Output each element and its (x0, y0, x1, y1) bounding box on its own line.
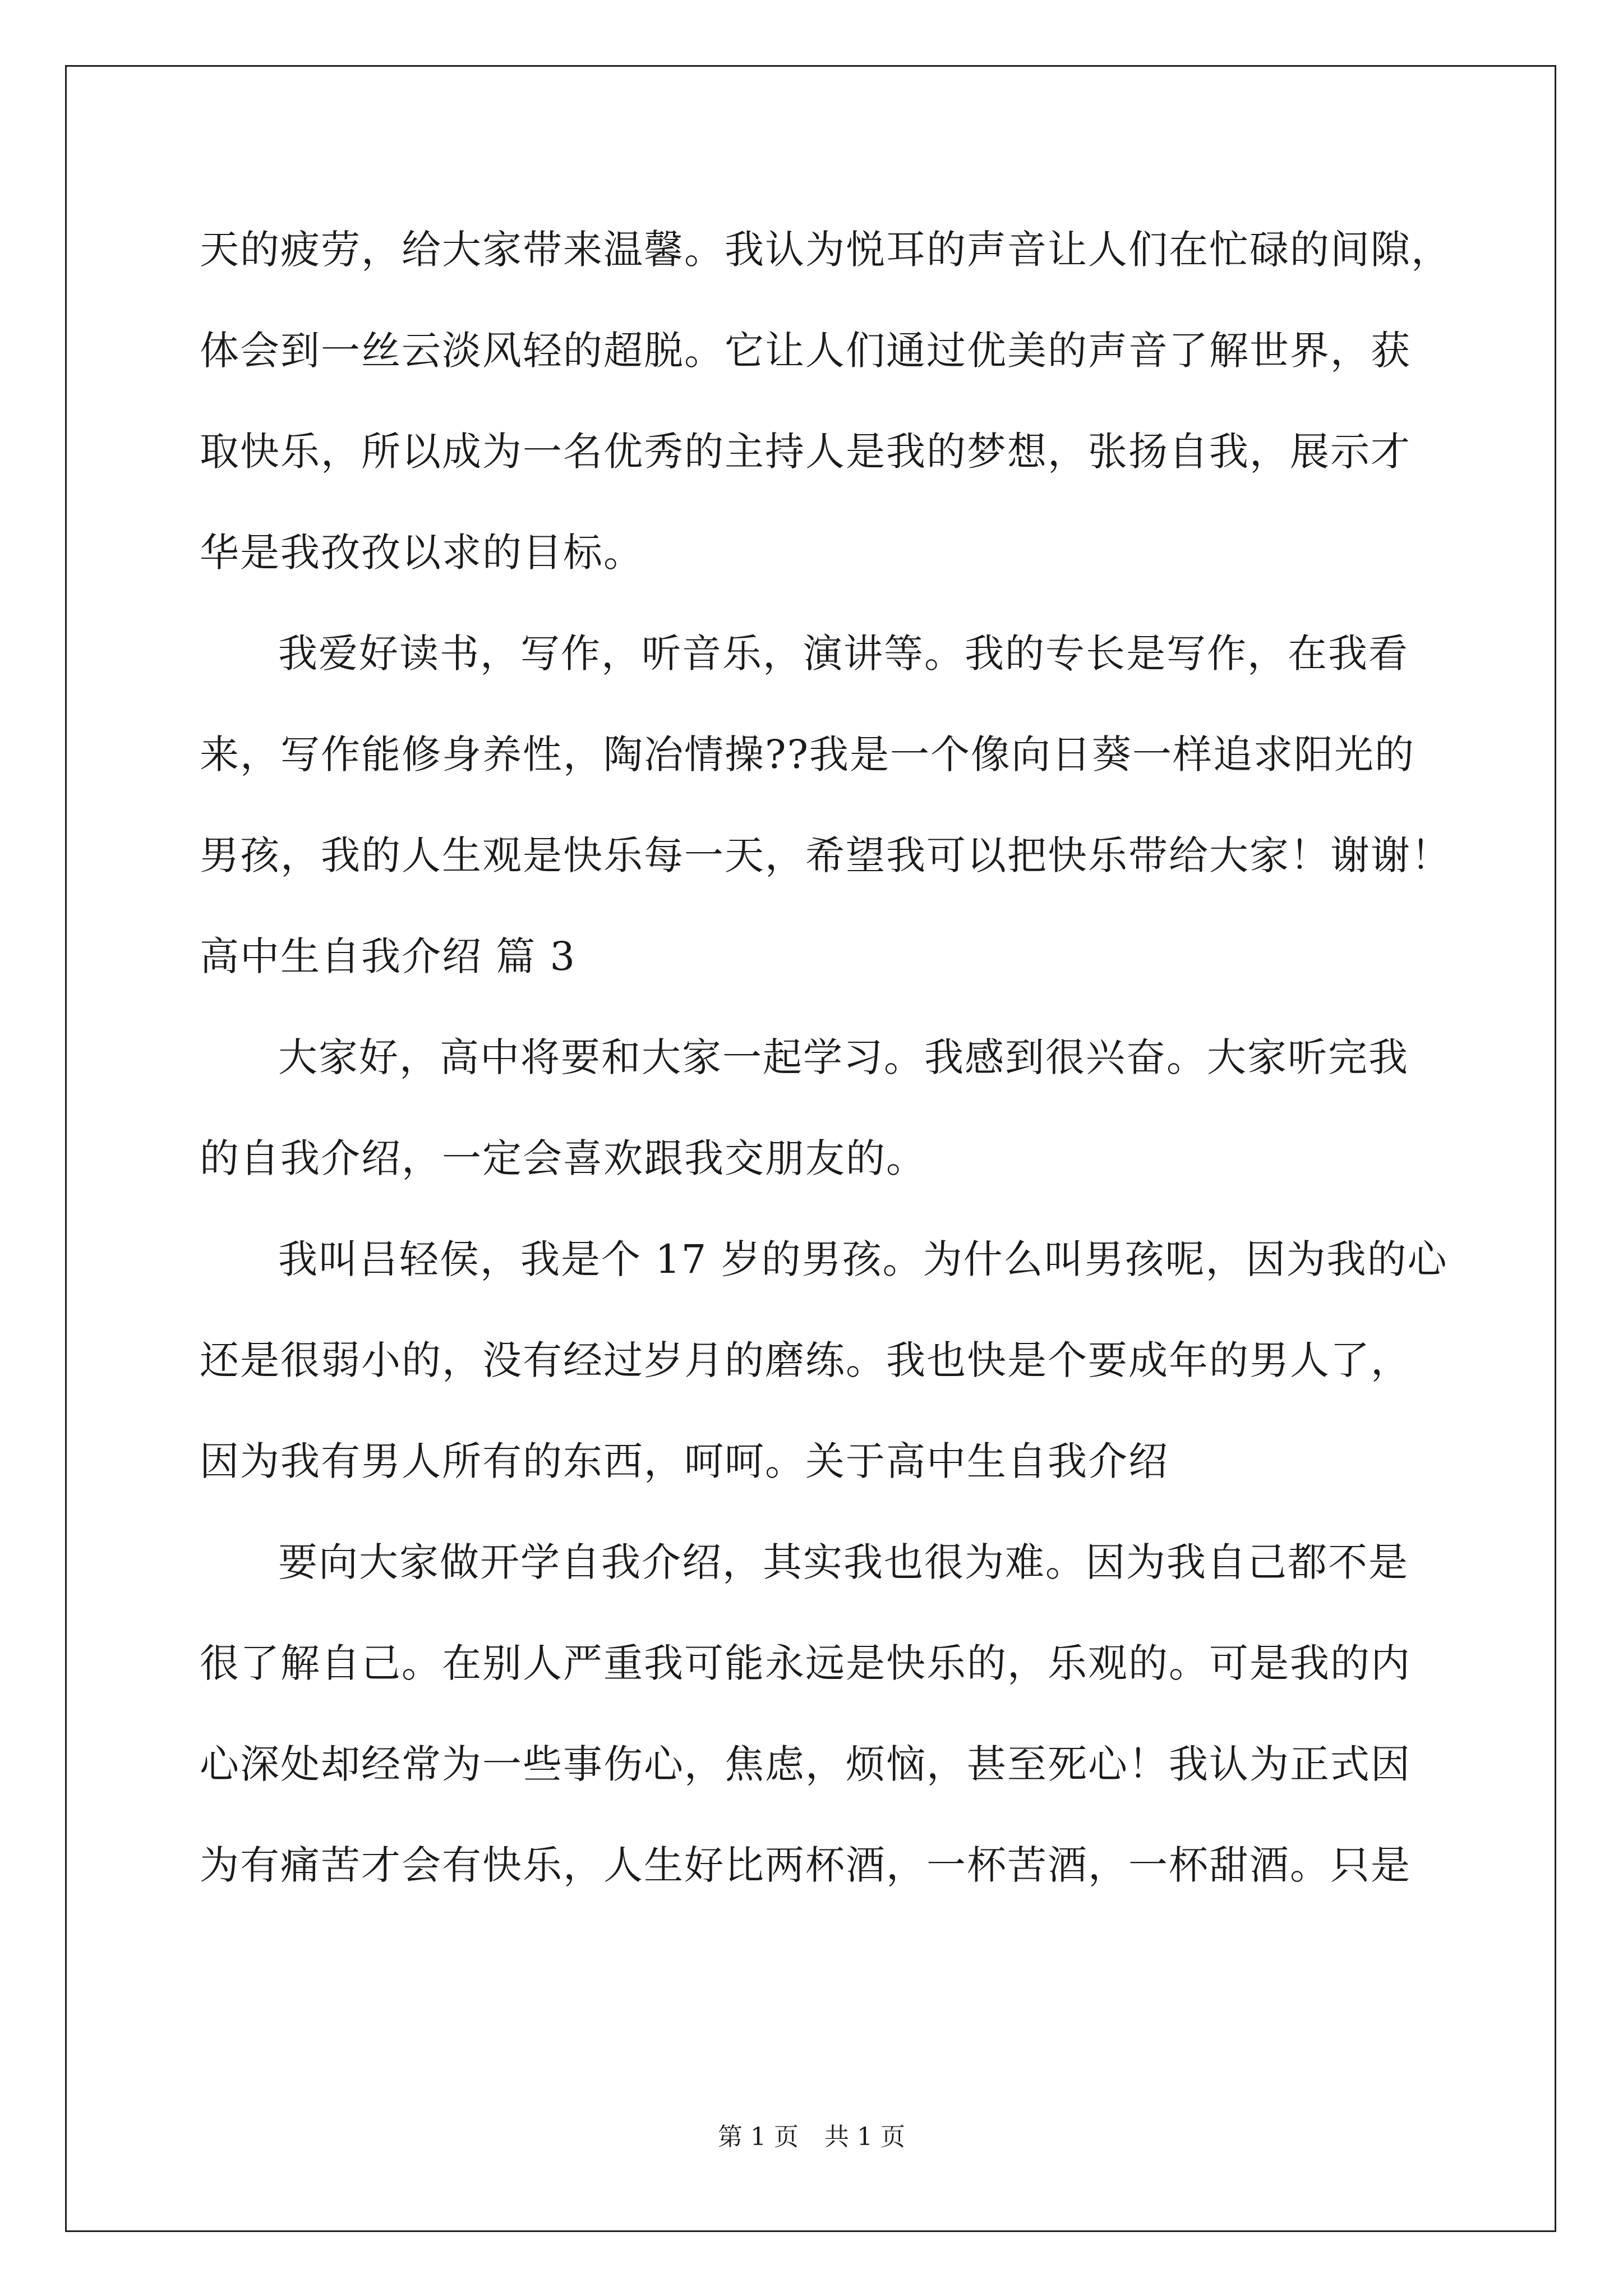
text-line: 很了解自己。在别人严重我可能永远是快乐的，乐观的。可是我的内 (200, 1640, 1411, 1686)
text-line: 华是我孜孜以求的目标。 (200, 530, 644, 576)
document-body (200, 219, 1451, 1935)
text-line: 为有痛苦才会有快乐，人生好比两杯酒，一杯苦酒，一杯甜酒。只是 (200, 1842, 1411, 1888)
text-line: 的自我介绍，一定会喜欢跟我交朋友的。 (200, 1135, 926, 1181)
paragraph-start-line: 我叫吕轻侯，我是个 17 岁的男孩。为什么叫男孩呢，因为我的心 (278, 1236, 1448, 1282)
text-line: 来，写作能修身养性，陶冶情操??我是一个像向日葵一样追求阳光的 (200, 731, 1415, 777)
paragraph-start-line: 要向大家做开学自我介绍，其实我也很为难。因为我自己都不是 (278, 1539, 1409, 1585)
text-line: 取快乐，所以成为一名优秀的主持人是我的梦想，张扬自我，展示才 (200, 429, 1411, 475)
paragraph-start-line: 大家好，高中将要和大家一起学习。我感到很兴奋。大家听完我 (278, 1034, 1409, 1080)
text-line: 男孩，我的人生观是快乐每一天，希望我可以把快乐带给大家！谢谢！ (200, 832, 1451, 878)
text-line: 还是很弱小的，没有经过岁月的磨练。我也快是个要成年的男人了， (200, 1337, 1411, 1383)
text-line: 因为我有男人所有的东西，呵呵。关于高中生自我介绍 (200, 1438, 1169, 1484)
paragraph-start-line: 我爱好读书，写作，听音乐，演讲等。我的专长是写作，在我看 (278, 631, 1409, 677)
text-line: 心深处却经常为一些事伤心，焦虑，烦恼，甚至死心！我认为正式因 (200, 1741, 1411, 1787)
page-footer (0, 2120, 1623, 2154)
section-heading: 高中生自我介绍 篇 3 (200, 933, 577, 979)
page-number: 第 1 页 (718, 2123, 799, 2151)
page-total: 共 1 页 (824, 2123, 905, 2151)
text-line: 体会到一丝云淡风轻的超脱。它让人们通过优美的声音了解世界，获 (200, 328, 1411, 374)
text-line: 天的疲劳，给大家带来温馨。我认为悦耳的声音让人们在忙碌的间隙， (200, 227, 1451, 273)
